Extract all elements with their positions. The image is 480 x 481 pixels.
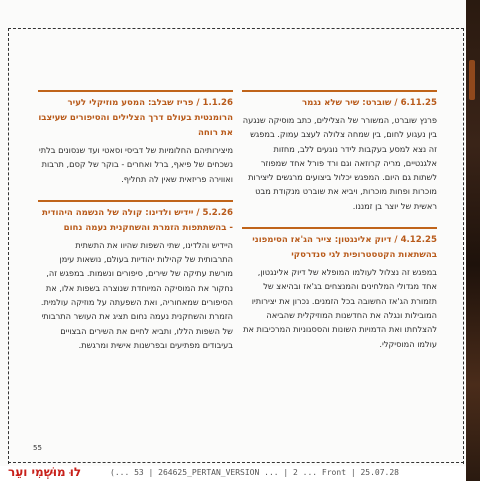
event-item [38, 90, 233, 186]
event-title: 5.2.26 / יידיש ולדינו: קולה של הנשמה היהודית - בהשתתפות הזמרת והשחקנית נעמה נחום [42, 207, 233, 233]
crop-guide-left [8, 28, 9, 464]
event-title: 6.11.25 / שוברט: שיר שלא נגמר [301, 98, 437, 108]
section-rule [242, 227, 437, 229]
section-rule [242, 90, 437, 92]
event-item [38, 200, 233, 352]
bleed-image-strip [466, 0, 480, 481]
footer-logo-text: לוּ מוּשְׁמִי ועֵר [8, 465, 82, 479]
event-description: פרנץ שוברט, המשורר של הצלילים, כתב מוסיקה שנגעה בין נעגוע לחום, בין שמחה צלולה לעצב עמוק. במפגש זה נצא למסע בעקבות לידר נוגעים ללב, מחזות אלגנטיים, מריה קרוזאה וגם ורד פורל אחד שמפוזר לשתות גם היום. המפגש יכלול ביצועים מרגשים ליצירות מוכרות ופחות מוכרות, ויביא את שוברט מנקודת מבט ראשית של יוצר בן זמננו. [242, 115, 437, 211]
event-item [242, 90, 437, 213]
event-description: במפגש זה נצלול לעולמו המופלא של דיוק אלינגטון, אחד מגדולי המלחינים והמנצחים בג'אז ובהיאצ של תזמורת הג'אז החשובה בכל הזמנים. נכרון את יצירותיו המובילות ונגלה את החדשנות המוזיקלית שהביאה להצלחתו ואת הדמויות השונות והססגוניות המרכיבות את עולמו המוסיקלי. [243, 267, 437, 349]
section-rule [38, 90, 233, 92]
printer-slug-text: (... 53 | 264625_PERTAN_VERSION ... | 2 ... Front | 25.07.28 [110, 468, 399, 477]
page-number: 55 [33, 444, 42, 452]
event-item [242, 227, 437, 351]
event-title: 4.12.25 / דיוק אלינגטון: צייר הג'אז הסימפוני בהשתאות הקטסטרופית לגי סנדרסקי [252, 235, 437, 261]
event-description: היידיש והלדינו, שתי השפות שהיוו את התשתית התרבותית של קהילות יהודיות בעולם, נושאות עימן מורשת עתיקה של שירים, סיפורים ונשמות. במפגש זה, נחקור את המוסיקה המיוחדת שנוצרה בשפות אלו, את הסיפורים שמאחוריה, ואת השפעתה על מוזיקה עולמית. הזמרת והשחקנית נעמה נחום תציג את העושר התרבותי של השפות הללו, ותביא לחיים את השירים הבצויים בעיבודים מפתיעים ובפרשנות אישית ומרגשת. [40, 239, 233, 350]
section-rule [38, 200, 233, 202]
crop-guide-top [8, 28, 464, 29]
event-description: מיצירותיהם החלומיות של דביסי וסאטי ועד שנסונים בלתי נשכחים של פיאף, ברל ואחרים - בוקר של קסם, תרבות ואווירה פריזאית שאין לה תחליף. [38, 145, 233, 184]
right-column [242, 90, 437, 365]
left-column [38, 90, 233, 366]
event-title: 1.1.26 / פריז שבלב: המסע מוזיקלי לעיר הרומנטית בעולם דרך הצלילים והסיפורים שעיצבו את רוחה [38, 98, 233, 138]
crop-guide-right [463, 28, 464, 464]
crop-guide-bottom [8, 462, 464, 463]
